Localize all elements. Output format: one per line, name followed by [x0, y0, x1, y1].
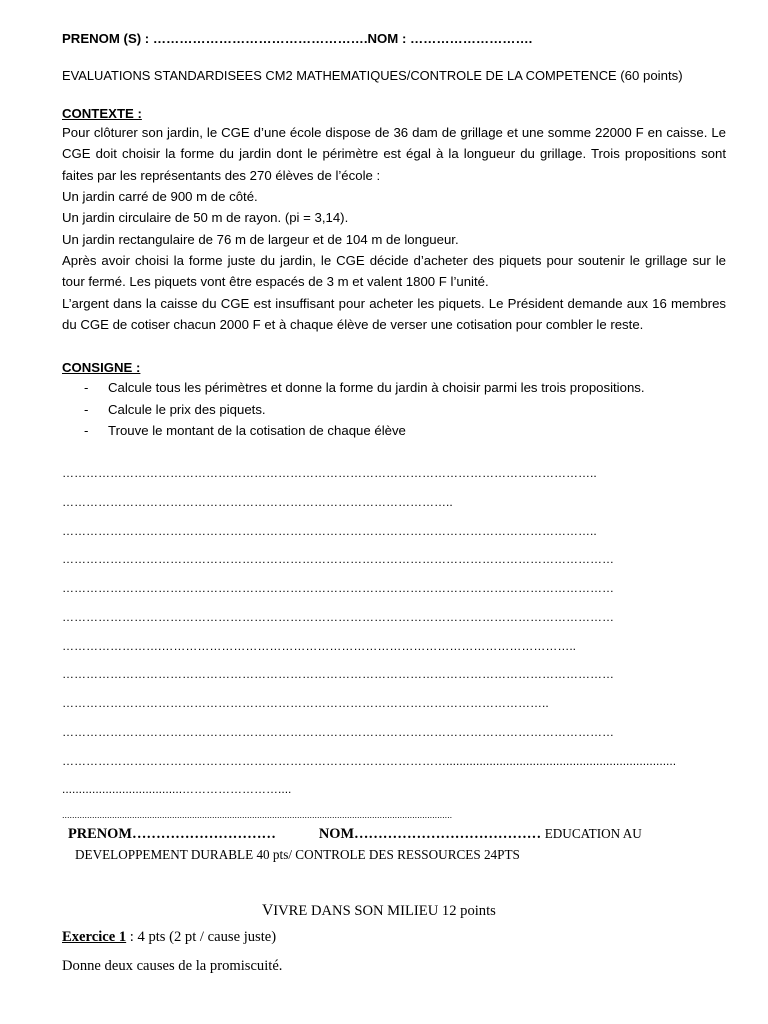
answer-line: ……………………………………………………………………………………..	[62, 495, 453, 509]
answer-line: ……………………………………………………………………………………………………………………..	[62, 524, 597, 538]
evaluation-title	[62, 68, 683, 83]
contexte-option-1: Un jardin carré de 900 m de côté.	[62, 189, 258, 204]
student-identity-line	[68, 826, 642, 843]
answer-line: ............................................................................................................................................................	[62, 810, 453, 820]
answer-line: ....................................……………………....	[62, 782, 292, 796]
consigne-item	[84, 402, 266, 417]
consigne-item	[84, 423, 406, 438]
contexte-paragraph-3: L’argent dans la caisse du CGE est insuffisant pour acheter les piquets. Le Président demande aux 16 membres du CGE de cotiser chacun 2000 F et à chaque élève de verser une cotisation pour combler le reste.	[62, 296, 726, 333]
answer-line: …………………………………………………………………………………………………………………………	[62, 552, 614, 566]
prenom-field: PRENOM…………………………	[68, 826, 276, 842]
bullet-dash: -	[84, 423, 89, 438]
edu-title-part-2: DEVELOPPEMENT DURABLE 40 pts/ CONTROLE DES RESSOURCES 24PTS	[75, 847, 520, 862]
exercice-1-line	[62, 929, 276, 946]
consigne-item-text: Trouve le montant de la cotisation de chaque élève	[108, 423, 406, 438]
nom-field: NOM…………………………………	[318, 826, 542, 842]
section-title	[262, 902, 496, 920]
contexte-option-3: Un jardin rectangulaire de 76 m de largeur et de 104 m de longueur.	[62, 232, 459, 247]
contexte-paragraph-2: Après avoir choisi la forme juste du jardin, le CGE décide d’acheter des piquets pour soutenir le grillage sur le tour fermé. Les piquets vont être espacés de 3 m et valent 1800 F l’unité.	[62, 253, 726, 290]
answer-line: ……………………………………………………………………………………………………………………..	[62, 466, 597, 480]
exercice-1-question: Donne deux causes de la promiscuité.	[62, 958, 283, 974]
consigne-item-text: Calcule tous les périmètres et donne la forme du jardin à choisir parmi les trois propositions.	[108, 380, 645, 395]
bullet-dash: -	[84, 402, 89, 417]
answer-line: …………………………………………………………………………………………………………………………	[62, 667, 614, 681]
evaluation-points: (60 points)	[616, 68, 683, 83]
name-line: PRENOM (S) : ………………………………………….NOM : ……………………….	[62, 31, 533, 46]
consigne-heading: CONSIGNE :	[62, 360, 141, 375]
section-title-initial: V	[262, 902, 274, 919]
answer-line: …………………………………………………………………………………….....................................................................	[62, 754, 677, 768]
answer-line: …………………………………………………………………………………………………………………………	[62, 725, 614, 739]
consigne-item-text: Calcule le prix des piquets.	[108, 402, 266, 417]
section-title-rest: IVRE DANS SON MILIEU 12 points	[273, 903, 496, 919]
answer-line: …………………….…………………………………………………………………………………………..	[62, 639, 577, 653]
contexte-paragraph-1: Pour clôturer son jardin, le CGE d’une école dispose de 36 dam de grillage et une somme 22000 F en caisse. Le CGE doit choisir la forme du jardin dont le périmètre est égal à la longueur du grillage. Trois propositions sont faites par les représentants des 270 élèves de l’école :	[62, 125, 726, 183]
contexte-option-2: Un jardin circulaire de 50 m de rayon. (pi = 3,14).	[62, 210, 349, 225]
answer-line: …………………………………………………………………………………………………………………………	[62, 610, 614, 624]
evaluation-title-main: EVALUATIONS STANDARDISEES CM2 MATHEMATIQUES/CONTROLE DE LA COMPETENCE	[62, 68, 617, 83]
answer-line: …………………………………………………………………………………………………………..	[62, 696, 549, 710]
contexte-heading: CONTEXTE :	[62, 106, 142, 121]
exercice-1-points: : 4 pts (2 pt / cause juste)	[126, 929, 277, 945]
edu-title-part-1: EDUCATION AU	[544, 826, 642, 841]
answer-line: …………………………………………………………………………………………………………………………	[62, 581, 614, 595]
exercice-1-label: Exercice 1	[62, 929, 127, 945]
consigne-item	[84, 380, 645, 395]
bullet-dash: -	[84, 380, 89, 395]
